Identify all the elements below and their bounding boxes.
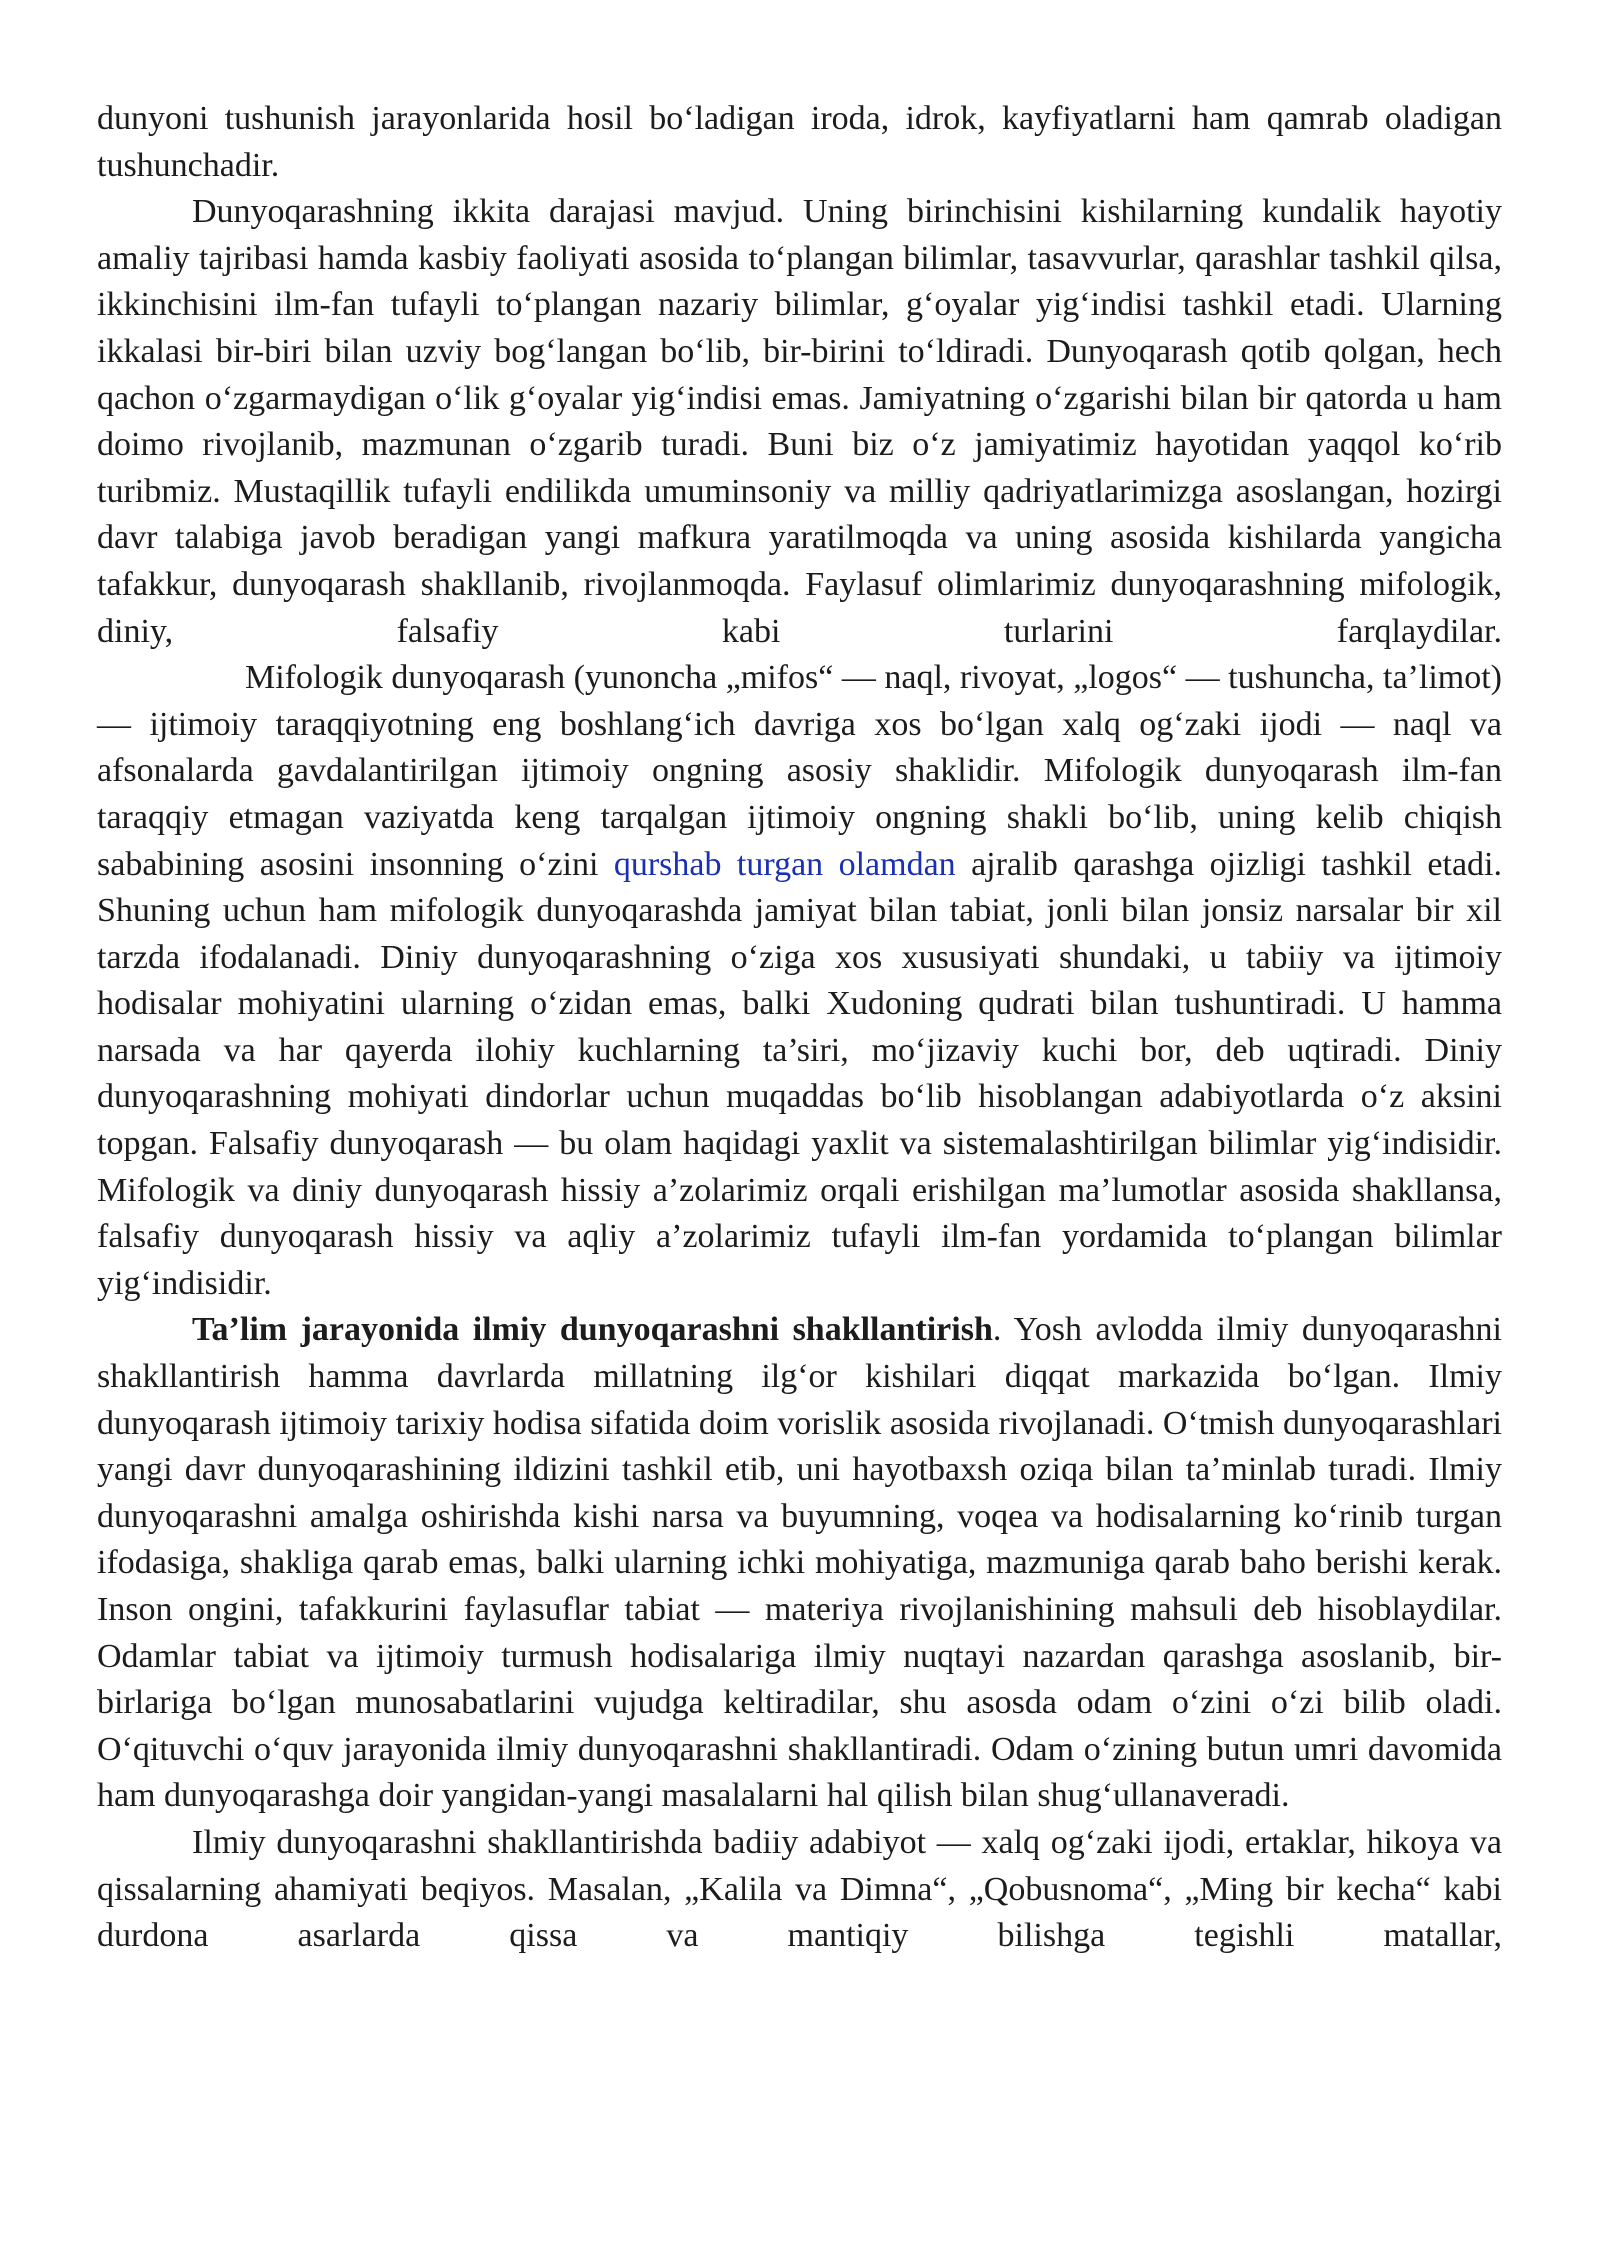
paragraph-2: Dunyoqarashning ikkita darajasi mavjud. Uning birinchisini kishilarning kundalik hayotiy amaliy tajribasi hamda kasbiy faoliyati asosida to‘plangan bilimlar, tasavvurlar, qarashlar tashkil qilsa, ikkinchisini ilm-fan tufayli to‘plangan nazariy bilimlar, g‘oyalar yig‘indisi tashkil etadi. Ularning ikkalasi bir-biri bilan uzviy bog‘langan bo‘lib, bir-birini to‘ldiradi. Dunyoqarash qotib qolgan, hech qachon o‘zgarmaydigan o‘lik g‘oyalar yig‘indisi emas. Jamiyatning o‘zgarishi bilan bir qatorda u ham doimo rivojlanib, mazmunan o‘zgarib turadi. Buni biz o‘z jamiyatimiz hayotidan yaqqol ko‘rib turibmiz. Mustaqillik tufayli endilikda umuminsoniy va milliy qadriyatlarimizga asoslangan, hozirgi davr talabiga javob beradigan yangi mafkura yaratilmoqda va uning asosida kishilarda yangicha tafakkur, dunyoqarash shakllanib, rivojlanmoqda. Faylasuf olimlarimiz dunyoqarashning mifologik, diniy, falsafiy kabi turlarini farqlaydilar.: [97, 193, 1502, 650]
document-page: [97, 96, 1502, 1960]
paragraph-3-text-end: ajralib qarashga ojizligi tashkil etadi. Shuning uchun ham mifologik dunyoqarashda jamiyat bilan tabiat, jonli bilan jonsiz narsalar bir xil tarzda ifodalanadi. Diniy dunyoqarashning o‘ziga xos xususiyati shundaki, u tabiiy va ijtimoiy hodisalar mohiyatini ularning o‘zidan emas, balki Xudoning qudrati bilan tushuntiradi. U hamma narsada va har qayerda ilohiy kuchlarning ta’siri, mo‘jizaviy kuchi bor, deb uqtiradi. Diniy dunyoqarashning mohiyati dindorlar uchun muqaddas bo‘lib hisoblangan adabiyotlarda o‘z aksini topgan. Falsafiy dunyoqarash — bu olam haqidagi yaxlit va sistemalashtirilgan bilimlar yig‘indisidir. Mifologik va diniy dunyoqarash hissiy a’zolarimiz orqali erishilgan ma’lumotlar asosida shakllansa, falsafiy dunyoqarash hissiy va aqliy a’zolarimiz tufayli ilm-fan yordamida to‘plangan bilimlar yig‘indisidir.: [97, 845, 1502, 1302]
paragraph-4-text: . Yosh avlodda ilmiy dunyoqarashni shakllantirish hamma davrlarda millatning ilg‘or kishilari diqqat markazida bo‘lgan. Ilmiy dunyoqarash ijtimoiy tarixiy hodisa sifatida doim vorislik asosida rivojlanadi. O‘tmish dunyoqarashlari yangi davr dunyoqarashining ildizini tashkil etib, uni hayotbaxsh oziqa bilan ta’minlab turadi. Ilmiy dunyoqarashni amalga oshirishda kishi narsa va buyumning, voqea va hodisalarning ko‘rinib turgan ifodasiga, shakliga qarab emas, balki ularning ichki mohiyatiga, mazmuniga qarab baho berishi kerak. Inson ongini, tafakkurini faylasuflar tabiat — materiya rivojlanishining mahsuli deb hisoblaydilar. Odamlar tabiat va ijtimoiy turmush hodisalariga ilmiy nuqtayi nazardan qarashga asoslanib, bir-birlariga bo‘lgan munosabatlarini vujudga keltiradilar, shu asosda odam o‘zini o‘zi bilib oladi. O‘qituvchi o‘quv jarayonida ilmiy dunyoqarashni shakllantiradi. Odam o‘zining butun umri davomida ham dunyoqarashga doir yangidan-yangi masalalarni hal qilish bilan shug‘ullanaveradi.: [97, 1311, 1502, 1815]
paragraph-5: Ilmiy dunyoqarashni shakllantirishda badiiy adabiyot — xalq og‘zaki ijodi, ertaklar, hikoya va qissalarning ahamiyati beqiyos. Masalan, „Kalila va Dimna“, „Qobusnoma“, „Ming bir kecha“ kabi durdona asarlarda qissa va mantiqiy bilishga tegishli matallar,: [97, 1823, 1502, 1955]
paragraph-4: [97, 1307, 1502, 1820]
paragraph-1: dunyoni tushunish jarayonlarida hosil bo‘ladigan iroda, idrok, kayfiyatlarni ham qamrab oladigan tushunchadir.: [97, 100, 1502, 184]
paragraph-3-text-start: Mifologik dunyoqarash (yunoncha „mifos“ — naql, rivoyat, „logos“ — tushuncha, ta’limot) — ijtimoiy taraqqiyotning eng boshlang‘ich davriga xos bo‘lgan xalq og‘zaki ijodi — naql va afsonalarda gavdalantirilgan ijtimoiy ongning asosiy shaklidir. Mifologik dunyoqarash ilm-fan taraqqiy etmagan vaziyatda keng tarqalgan ijtimoiy ongning shakli bo‘lib, uning kelib chiqish sababining asosini insonning o‘zini: [97, 659, 1502, 883]
hyperlink-qurshab-turgan-olamdan[interactable]: qurshab turgan olamdan: [613, 845, 956, 883]
section-heading: Ta’lim jarayonida ilmiy dunyoqarashni shakllantirish: [192, 1311, 993, 1349]
paragraph-3: [97, 655, 1502, 1307]
